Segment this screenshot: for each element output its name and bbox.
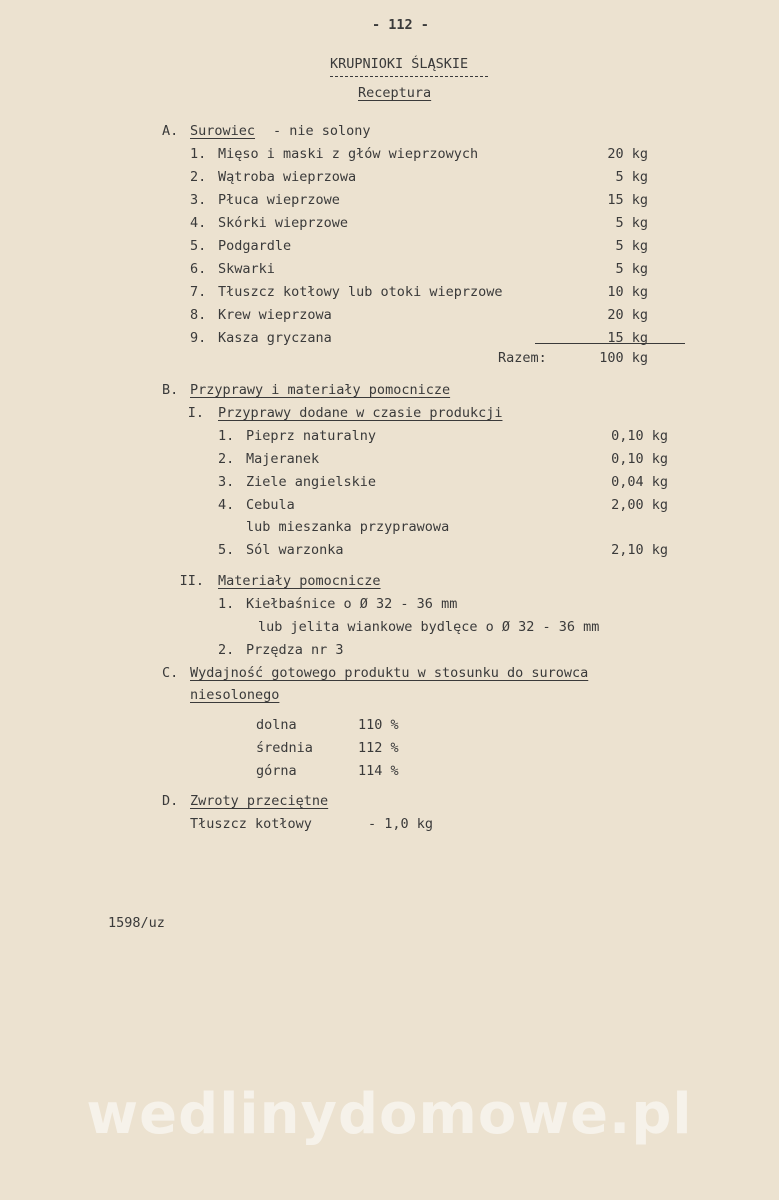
page-number: - 112 - [372, 17, 429, 33]
section-d-label: D. [162, 793, 179, 809]
list-item-name: Skórki wieprzowe [218, 215, 349, 231]
list-item-quantity: 0,10 kg [611, 428, 668, 444]
list-item-number: 2. [218, 642, 235, 658]
watermark: wedlinydomowe.pl [86, 1082, 693, 1147]
returns-row-name: Tłuszcz kotłowy [190, 816, 312, 832]
total-rule [535, 343, 685, 344]
list-item-name: Płuca wieprzowe [218, 192, 340, 208]
list-item-number: 2. [190, 169, 207, 185]
list-item-number: 1. [190, 146, 207, 162]
list-item-number: 4. [190, 215, 207, 231]
list-item-number: 1. [218, 596, 235, 612]
section-c-heading-cont: niesolonego [190, 687, 280, 703]
list-item-name: lub jelita wiankowe bydlęce o Ø 32 - 36 mm [258, 619, 600, 635]
section-b-heading: Przyprawy i materiały pomocnicze [190, 382, 451, 398]
yield-row-name: dolna [256, 717, 297, 733]
list-item-name: Skwarki [218, 261, 275, 277]
list-item-number: 3. [218, 474, 235, 490]
list-item-quantity: 5 kg [615, 238, 648, 254]
yield-row-name: górna [256, 763, 297, 779]
section-b2-heading: Materiały pomocnicze [218, 573, 381, 589]
list-item-quantity: 20 kg [607, 307, 648, 323]
list-item-name: Majeranek [246, 451, 320, 467]
list-item-number: 3. [190, 192, 207, 208]
list-item-number: 4. [218, 497, 235, 513]
list-item-number: 5. [190, 238, 207, 254]
yield-row-value: 114 % [358, 763, 399, 779]
total-value: 100 kg [599, 350, 648, 366]
list-item-quantity: 0,04 kg [611, 474, 668, 490]
list-item-name: Sól warzonka [246, 542, 344, 558]
list-item-quantity: 2,00 kg [611, 497, 668, 513]
footer-code: 1598/uz [108, 915, 165, 931]
list-item-number: 8. [190, 307, 207, 323]
total-label: Razem: [498, 350, 547, 366]
section-c-label: C. [162, 665, 179, 681]
list-item-name: lub mieszanka przyprawowa [246, 519, 450, 535]
returns-row-value: - 1,0 kg [368, 816, 434, 832]
section-c-heading: Wydajność gotowego produktu w stosunku do surowca [190, 665, 589, 681]
list-item-name: Kasza gryczana [218, 330, 332, 346]
list-item-quantity: 15 kg [607, 330, 648, 346]
list-item-number: 9. [190, 330, 207, 346]
list-item-quantity: 20 kg [607, 146, 648, 162]
list-item-name: Mięso i maski z głów wieprzowych [218, 146, 479, 162]
section-d-heading: Zwroty przeciętne [190, 793, 329, 809]
list-item-quantity: 5 kg [615, 169, 648, 185]
list-item-number: 2. [218, 451, 235, 467]
title-underline [330, 76, 488, 77]
yield-row-value: 110 % [358, 717, 399, 733]
list-item-number: 7. [190, 284, 207, 300]
list-item-name: Pieprz naturalny [246, 428, 377, 444]
list-item-name: Przędza nr 3 [246, 642, 344, 658]
list-item-quantity: 2,10 kg [611, 542, 668, 558]
section-b1-heading: Przyprawy dodane w czasie produkcji [218, 405, 503, 421]
list-item-name: Ziele angielskie [246, 474, 377, 490]
list-item-name: Cebula [246, 497, 295, 513]
list-item-number: 1. [218, 428, 235, 444]
section-b1-label: I. [187, 405, 204, 421]
list-item-quantity: 0,10 kg [611, 451, 668, 467]
document-subtitle: Receptura [358, 85, 432, 101]
yield-row-name: średnia [256, 740, 313, 756]
section-a-heading-suffix: - nie solony [273, 123, 371, 139]
document-title: KRUPNIOKI ŚLĄSKIE [330, 56, 469, 72]
section-b-label: B. [162, 382, 179, 398]
list-item-quantity: 10 kg [607, 284, 648, 300]
list-item-number: 5. [218, 542, 235, 558]
list-item-name: Tłuszcz kotłowy lub otoki wieprzowe [218, 284, 503, 300]
list-item-name: Podgardle [218, 238, 292, 254]
list-item-name: Krew wieprzowa [218, 307, 332, 323]
list-item-quantity: 15 kg [607, 192, 648, 208]
list-item-name: Wątroba wieprzowa [218, 169, 357, 185]
list-item-name: Kiełbaśnice o Ø 32 - 36 mm [246, 596, 458, 612]
list-item-quantity: 5 kg [615, 215, 648, 231]
section-b2-label: II. [179, 573, 204, 589]
section-a-label: A. [162, 123, 179, 139]
section-a-heading: Surowiec [190, 123, 256, 139]
list-item-quantity: 5 kg [615, 261, 648, 277]
yield-row-value: 112 % [358, 740, 399, 756]
list-item-number: 6. [190, 261, 207, 277]
